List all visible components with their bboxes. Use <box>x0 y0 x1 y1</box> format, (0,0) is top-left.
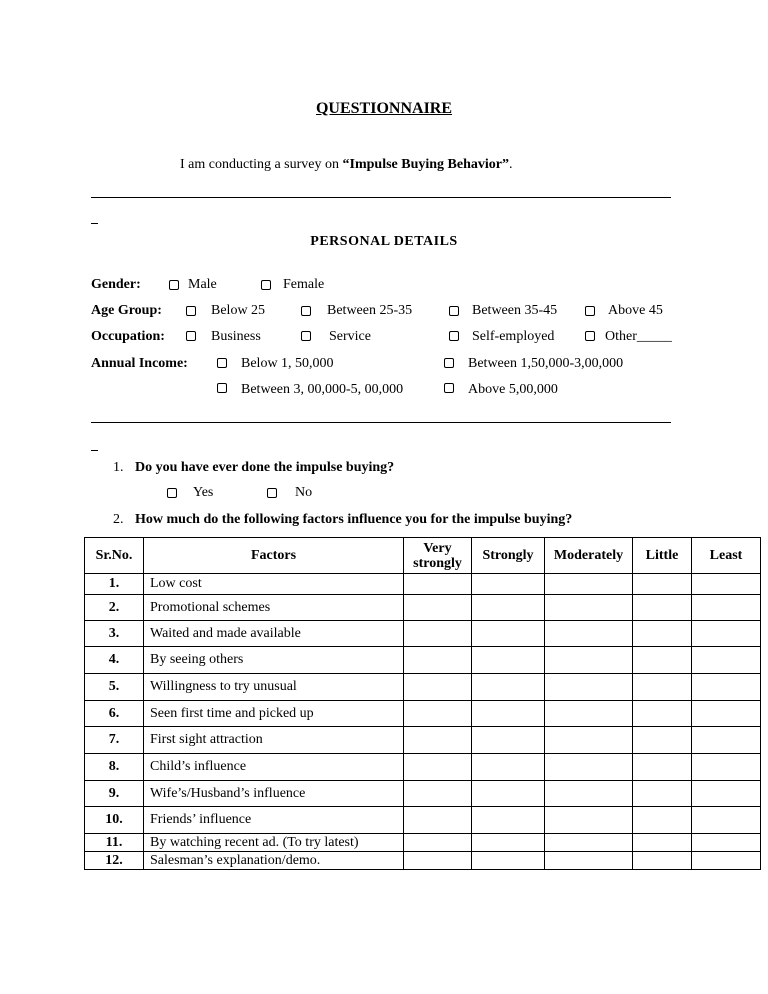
rating-cell-very-strongly[interactable] <box>404 595 472 621</box>
rating-cell-very-strongly[interactable] <box>404 647 472 674</box>
rating-cell-strongly[interactable] <box>472 807 545 834</box>
question-1-no-checkbox[interactable] <box>267 488 277 498</box>
table-row <box>85 701 761 727</box>
rating-cell-strongly[interactable] <box>472 781 545 807</box>
rating-cell-moderately[interactable] <box>545 834 633 852</box>
table-row <box>85 852 761 870</box>
income-150000-300000-label: Between 1,50,000-3,00,000 <box>468 356 624 371</box>
occupation-label: Occupation: <box>91 329 165 344</box>
table-row <box>85 574 761 595</box>
rating-cell-little[interactable] <box>633 621 692 647</box>
income-above-500000-label: Above 5,00,000 <box>468 382 558 397</box>
table-row <box>85 595 761 621</box>
rating-cell-moderately[interactable] <box>545 647 633 674</box>
row-sr-no: 1. <box>85 574 144 595</box>
occupation-service-label: Service <box>329 329 371 344</box>
header-moderately: Moderately <box>545 538 633 574</box>
question-1-text: Do you have ever done the impulse buying? <box>135 460 395 475</box>
table-row <box>85 674 761 701</box>
rating-cell-least[interactable] <box>692 621 761 647</box>
age-35-45-label: Between 35-45 <box>472 303 558 318</box>
table-row <box>85 834 761 852</box>
question-1 <box>113 460 394 476</box>
rating-cell-strongly[interactable] <box>472 852 545 870</box>
rating-cell-moderately[interactable] <box>545 781 633 807</box>
row-factor: Friends’ influence <box>144 807 404 834</box>
row-sr-no: 4. <box>85 647 144 674</box>
rating-cell-strongly[interactable] <box>472 674 545 701</box>
row-sr-no: 9. <box>85 781 144 807</box>
gender-male-label: Male <box>188 277 217 292</box>
rating-cell-moderately[interactable] <box>545 852 633 870</box>
rating-cell-little[interactable] <box>633 674 692 701</box>
income-below-150000-label: Below 1, 50,000 <box>241 356 334 371</box>
occupation-service-checkbox[interactable] <box>301 331 311 341</box>
rating-cell-strongly[interactable] <box>472 647 545 674</box>
row-sr-no: 7. <box>85 727 144 754</box>
age-below-25-checkbox[interactable] <box>186 306 196 316</box>
age-35-45-checkbox[interactable] <box>449 306 459 316</box>
row-sr-no: 8. <box>85 754 144 781</box>
rating-cell-very-strongly[interactable] <box>404 701 472 727</box>
divider-stub <box>91 450 98 451</box>
occupation-business-checkbox[interactable] <box>186 331 196 341</box>
rating-cell-least[interactable] <box>692 852 761 870</box>
header-factors: Factors <box>144 538 404 574</box>
income-300000-500000-checkbox[interactable] <box>217 383 227 393</box>
row-factor: Waited and made available <box>144 621 404 647</box>
rating-cell-very-strongly[interactable] <box>404 574 472 595</box>
rating-cell-strongly[interactable] <box>472 701 545 727</box>
rating-cell-very-strongly[interactable] <box>404 621 472 647</box>
rating-cell-little[interactable] <box>633 781 692 807</box>
gender-label: Gender: <box>91 277 141 292</box>
occupation-business-label: Business <box>211 329 261 344</box>
rating-cell-least[interactable] <box>692 834 761 852</box>
rating-cell-little[interactable] <box>633 595 692 621</box>
occupation-other-label: Other_____ <box>605 329 672 344</box>
table-header-row <box>85 538 761 574</box>
age-below-25-label: Below 25 <box>211 303 266 318</box>
rating-cell-very-strongly[interactable] <box>404 727 472 754</box>
factors-table <box>84 537 761 870</box>
intro-suffix: . <box>509 157 513 172</box>
age-group-label: Age Group: <box>91 303 162 318</box>
divider-stub <box>91 223 98 224</box>
rating-cell-least[interactable] <box>692 781 761 807</box>
row-sr-no: 11. <box>85 834 144 852</box>
question-2-number: 2. <box>113 512 124 527</box>
rating-cell-very-strongly[interactable] <box>404 781 472 807</box>
rating-cell-little[interactable] <box>633 834 692 852</box>
rating-cell-little[interactable] <box>633 574 692 595</box>
annual-income-label: Annual Income: <box>91 356 188 371</box>
row-factor: First sight attraction <box>144 727 404 754</box>
row-factor: Low cost <box>144 574 404 595</box>
header-little: Little <box>633 538 692 574</box>
table-row <box>85 621 761 647</box>
rating-cell-little[interactable] <box>633 647 692 674</box>
question-1-no-label: No <box>295 485 313 500</box>
rating-cell-strongly[interactable] <box>472 595 545 621</box>
rating-cell-moderately[interactable] <box>545 574 633 595</box>
gender-female-checkbox[interactable] <box>261 280 271 290</box>
rating-cell-moderately[interactable] <box>545 754 633 781</box>
row-factor: Child’s influence <box>144 754 404 781</box>
rating-cell-very-strongly[interactable] <box>404 852 472 870</box>
header-sr-no: Sr.No. <box>85 538 144 574</box>
income-150000-300000-checkbox[interactable] <box>444 358 454 368</box>
row-sr-no: 12. <box>85 852 144 870</box>
rating-cell-moderately[interactable] <box>545 674 633 701</box>
rating-cell-least[interactable] <box>692 727 761 754</box>
row-factor: By seeing others <box>144 647 404 674</box>
row-factor: By watching recent ad. (To try latest) <box>144 834 404 852</box>
question-1-yes-label: Yes <box>193 485 214 500</box>
income-above-500000-checkbox[interactable] <box>444 383 454 393</box>
income-300000-500000-label: Between 3, 00,000-5, 00,000 <box>241 382 404 397</box>
occupation-self-employed-label: Self-employed <box>472 329 555 344</box>
rating-cell-moderately[interactable] <box>545 807 633 834</box>
header-strongly: Strongly <box>472 538 545 574</box>
intro-text <box>180 157 513 173</box>
rating-cell-strongly[interactable] <box>472 727 545 754</box>
intro-prefix: I am conducting a survey on <box>180 157 343 172</box>
rating-cell-moderately[interactable] <box>545 595 633 621</box>
table-row <box>85 647 761 674</box>
divider <box>91 422 671 423</box>
row-factor: Wife’s/Husband’s influence <box>144 781 404 807</box>
header-very-strongly: Very strongly <box>404 538 472 574</box>
row-factor: Salesman’s explanation/demo. <box>144 852 404 870</box>
rating-cell-little[interactable] <box>633 852 692 870</box>
row-factor: Seen first time and picked up <box>144 701 404 727</box>
age-25-35-label: Between 25-35 <box>327 303 413 318</box>
question-1-number: 1. <box>113 460 124 475</box>
rating-cell-little[interactable] <box>633 754 692 781</box>
rating-cell-little[interactable] <box>633 727 692 754</box>
table-row <box>85 781 761 807</box>
row-sr-no: 6. <box>85 701 144 727</box>
table-row <box>85 807 761 834</box>
rating-cell-least[interactable] <box>692 701 761 727</box>
row-factor: Willingness to try unusual <box>144 674 404 701</box>
income-below-150000-checkbox[interactable] <box>217 358 227 368</box>
age-25-35-checkbox[interactable] <box>301 306 311 316</box>
question-1-yes-checkbox[interactable] <box>167 488 177 498</box>
rating-cell-little[interactable] <box>633 807 692 834</box>
page-title: QUESTIONNAIRE <box>315 100 453 117</box>
rating-cell-little[interactable] <box>633 701 692 727</box>
rating-cell-least[interactable] <box>692 647 761 674</box>
rating-cell-least[interactable] <box>692 754 761 781</box>
age-above-45-label: Above 45 <box>608 303 663 318</box>
rating-cell-moderately[interactable] <box>545 727 633 754</box>
row-factor: Promotional schemes <box>144 595 404 621</box>
rating-cell-strongly[interactable] <box>472 754 545 781</box>
rating-cell-very-strongly[interactable] <box>404 807 472 834</box>
section-title: PERSONAL DETAILS <box>310 234 458 249</box>
rating-cell-least[interactable] <box>692 574 761 595</box>
rating-cell-moderately[interactable] <box>545 701 633 727</box>
rating-cell-least[interactable] <box>692 595 761 621</box>
divider <box>91 197 671 198</box>
rating-cell-strongly[interactable] <box>472 834 545 852</box>
rating-cell-very-strongly[interactable] <box>404 674 472 701</box>
age-above-45-checkbox[interactable] <box>585 306 595 316</box>
row-sr-no: 3. <box>85 621 144 647</box>
row-sr-no: 10. <box>85 807 144 834</box>
rating-cell-very-strongly[interactable] <box>404 834 472 852</box>
rating-cell-strongly[interactable] <box>472 574 545 595</box>
question-2-text: How much do the following factors influence you for the impulse buying? <box>135 512 573 527</box>
occupation-self-employed-checkbox[interactable] <box>449 331 459 341</box>
header-least: Least <box>692 538 761 574</box>
survey-topic: “Impulse Buying Behavior” <box>342 157 509 172</box>
rating-cell-moderately[interactable] <box>545 621 633 647</box>
rating-cell-least[interactable] <box>692 674 761 701</box>
question-2 <box>113 512 572 528</box>
rating-cell-strongly[interactable] <box>472 621 545 647</box>
rating-cell-very-strongly[interactable] <box>404 754 472 781</box>
table-row <box>85 754 761 781</box>
occupation-other-checkbox[interactable] <box>585 331 595 341</box>
row-sr-no: 2. <box>85 595 144 621</box>
gender-female-label: Female <box>283 277 325 292</box>
table-row <box>85 727 761 754</box>
rating-cell-least[interactable] <box>692 807 761 834</box>
gender-male-checkbox[interactable] <box>169 280 179 290</box>
row-sr-no: 5. <box>85 674 144 701</box>
